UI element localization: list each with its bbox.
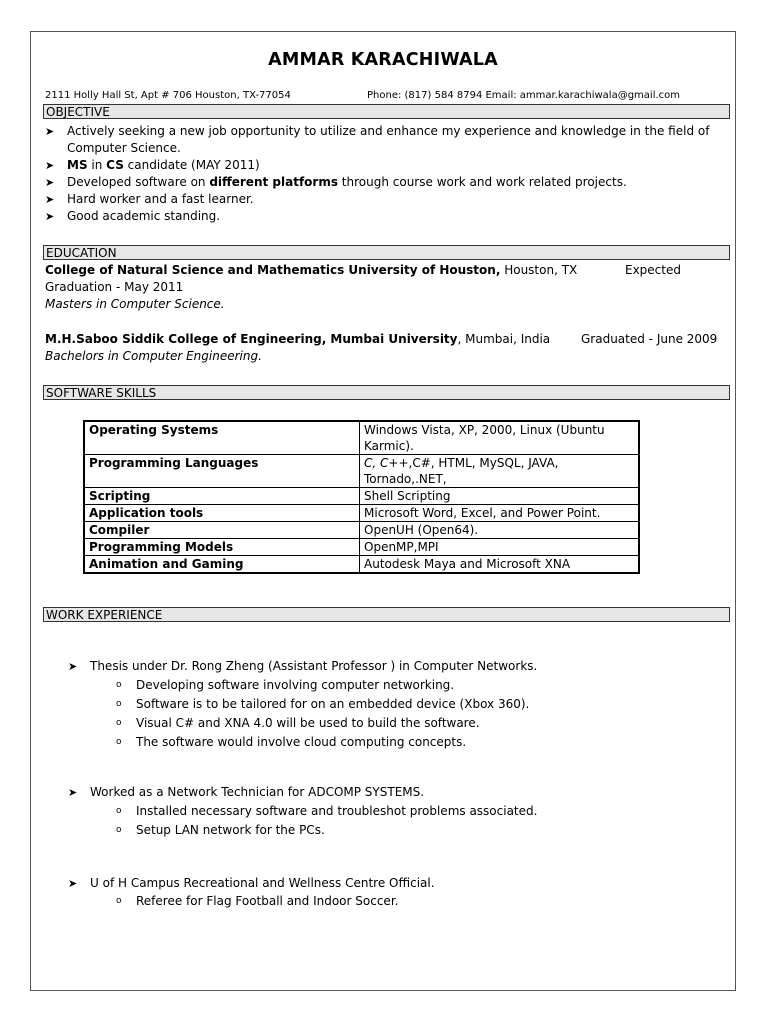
skills-heading: SOFTWARE SKILLS <box>43 385 730 400</box>
arrow-bullet-icon: ➤ <box>45 210 55 223</box>
circle-bullet-icon: o <box>116 806 122 816</box>
table-row: Operating Systems Windows Vista, XP, 2000, Linux (Ubuntu Karmic). <box>84 421 639 455</box>
skills-table <box>83 420 640 574</box>
address: 2111 Holly Hall St, Apt # 706 Houston, TX-77054 <box>45 90 291 101</box>
resume-page: AMMAR KARACHIWALA 2111 Holly Hall St, Apt # 706 Houston, TX-77054 Phone: (817) 584 8794 Email: ammar.karachiwala@gmail.com OBJECTIVE ➤ Actively seeking a new job opportunity to utilize and enhance my experience and knowledge in the field of Computer Science. ➤ MS in CS candidate (MAY 2011) ➤ Developed software on different platforms through course work and work related projects. ➤ Hard worker and a fast learner. ➤ Good academic standing. EDUCATION College of Natural Science and Mathematics University of Houston, Houston, TX Expected Graduation - May 2011 Masters in Computer Science. M.H.Saboo Siddik College of Engineering, Mumbai University, Mumbai, India Graduated - June 2009 Bachelors in Computer Engineering. SOFTWARE SKILLS Operating Systems Windows Vista, XP, 2000, Linux (Ubuntu Karmic). Programming Languages C, C++,C#, HTML, MySQL, JAVA, Tornado,.NET, Scripting Shell Scripting Application tools Microsoft Word, Excel, and Power Point. Compiler OpenUH (Open64). Programming Models OpenMP,MPI Animation and Gaming Autodesk Maya and Microsoft XNA WORK EXPERIENCE ➤ Thesis under Dr. Rong Zheng (Assistant Professor ) in Computer Networks. o Developing software involving computer networking. o Software is to be tailored for on an embedded device (Xbox 360). o Visual C# and XNA 4.0 will be used to build the software. o The software would involve cloud computing concepts. ➤ Worked as a Network Technician for ADCOMP SYSTEMS. o Installed necessary software and troubleshot problems associated. o Setup LAN network for the PCs. ➤ U of H Campus Recreational and Wellness Centre Official. o Referee for Flag Football and Indoor Soccer. <box>30 31 736 991</box>
table-row: Animation and Gaming Autodesk Maya and Microsoft XNA <box>84 556 639 574</box>
arrow-bullet-icon: ➤ <box>45 125 55 138</box>
arrow-bullet-icon: ➤ <box>68 877 78 890</box>
circle-bullet-icon: o <box>116 718 122 728</box>
objective-item-continued: Computer Science. <box>67 141 181 155</box>
candidate-name: AMMAR KARACHIWALA <box>268 50 498 70</box>
work-heading: WORK EXPERIENCE <box>43 607 730 622</box>
table-row: Programming Languages C, C++,C#, HTML, MySQL, JAVA, Tornado,.NET, <box>84 455 639 488</box>
arrow-bullet-icon: ➤ <box>68 660 78 673</box>
objective-heading: OBJECTIVE <box>43 104 730 119</box>
arrow-bullet-icon: ➤ <box>68 786 78 799</box>
education-heading: EDUCATION <box>43 245 730 260</box>
circle-bullet-icon: o <box>116 680 122 690</box>
arrow-bullet-icon: ➤ <box>45 159 55 172</box>
education-entry-1: College of Natural Science and Mathematics University of Houston, Houston, TX <box>45 263 578 277</box>
circle-bullet-icon: o <box>116 896 122 906</box>
arrow-bullet-icon: ➤ <box>45 193 55 206</box>
table-row: Application tools Microsoft Word, Excel, and Power Point. <box>84 505 639 522</box>
graduation-date: Graduated - June 2009 <box>581 332 718 346</box>
degree: Bachelors in Computer Engineering. <box>45 349 262 363</box>
arrow-bullet-icon: ➤ <box>45 176 55 189</box>
contact-line <box>45 90 681 101</box>
circle-bullet-icon: o <box>116 825 122 835</box>
graduation-date: Graduation - May 2011 <box>45 280 184 294</box>
table-row: Compiler OpenUH (Open64). <box>84 522 639 539</box>
degree: Masters in Computer Science. <box>45 297 225 311</box>
expected-label: Expected <box>625 263 681 277</box>
circle-bullet-icon: o <box>116 737 122 747</box>
phone-email: Phone: (817) 584 8794 Email: ammar.karachiwala@gmail.com <box>367 90 681 101</box>
table-row: Programming Models OpenMP,MPI <box>84 539 639 556</box>
table-row: Scripting Shell Scripting <box>84 488 639 505</box>
education-entry-2: M.H.Saboo Siddik College of Engineering, Mumbai University, Mumbai, India <box>45 332 551 346</box>
circle-bullet-icon: o <box>116 699 122 709</box>
